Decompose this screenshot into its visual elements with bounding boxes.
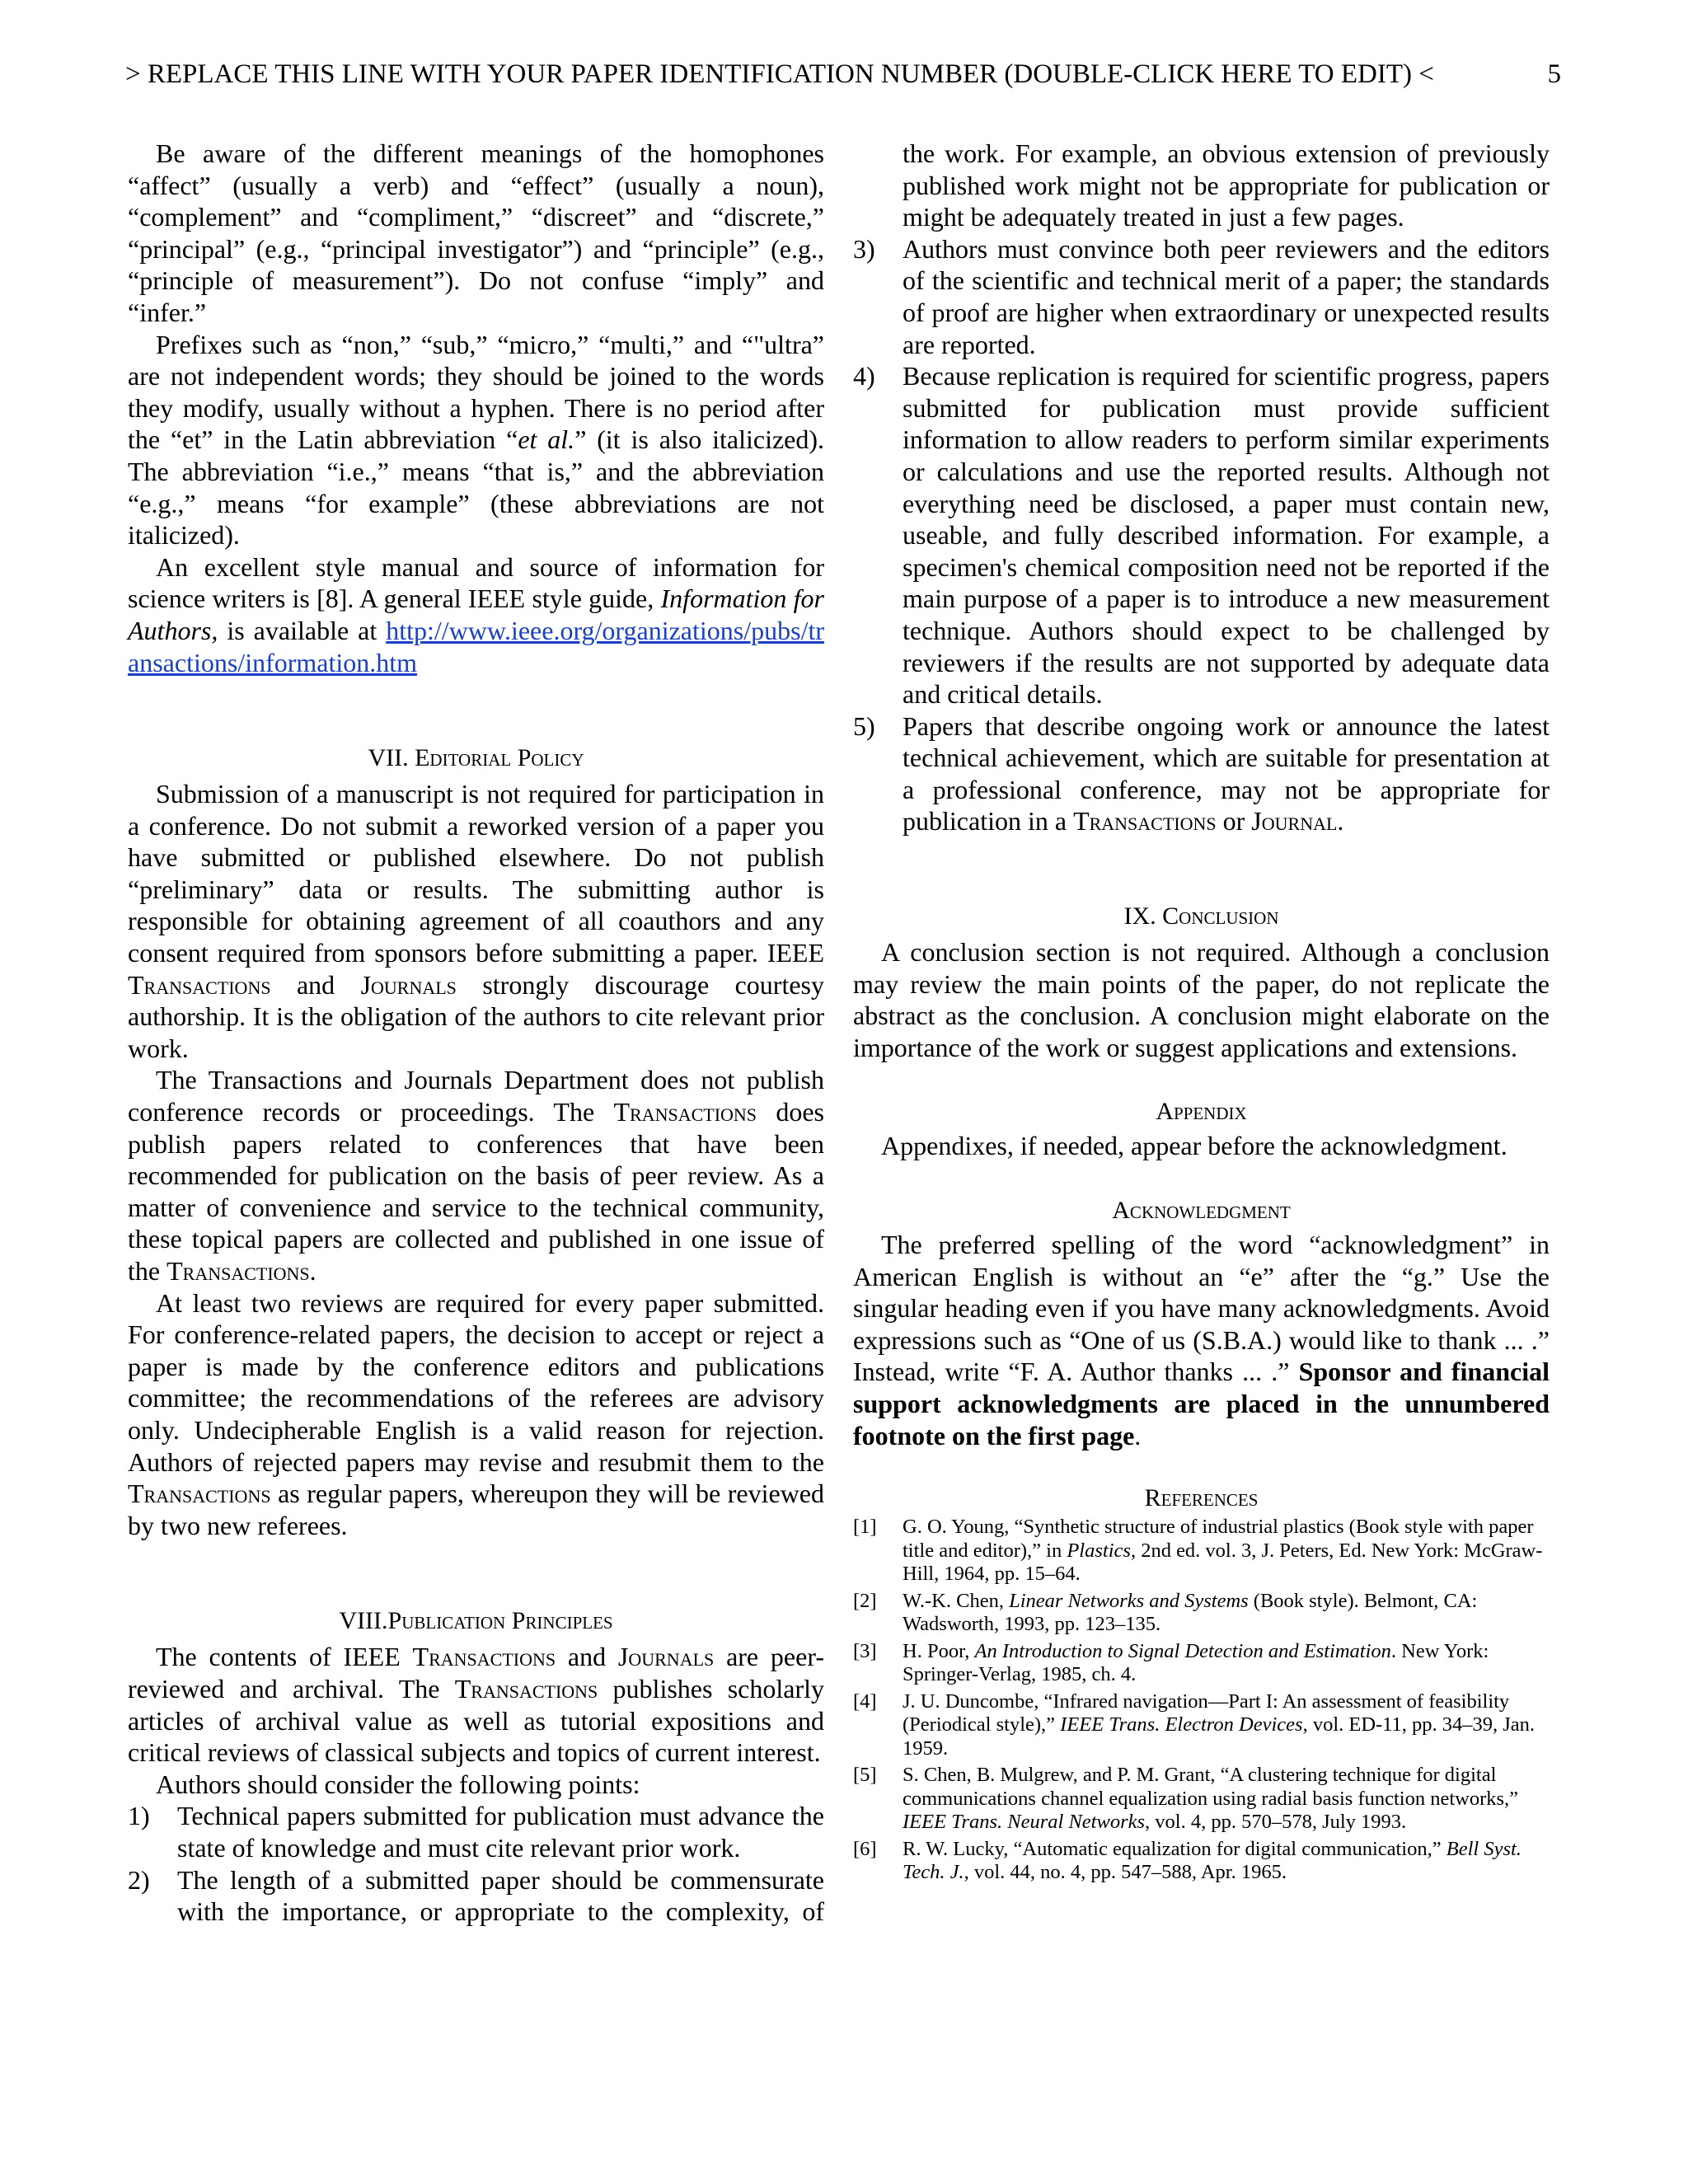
right-column (853, 138, 1550, 1888)
section-heading-references: References (1144, 1484, 1259, 1512)
points-list-continued (853, 138, 1550, 837)
points-list (128, 1800, 824, 1927)
section-heading-publication-principles: VIII.Publication Principles (339, 1607, 613, 1635)
list-item: the work. For example, an obvious extension of previously published work might not be appropriate for publication or might be adequately treated in just a few pages. (903, 138, 1550, 232)
section-heading-appendix: Appendix (1156, 1098, 1247, 1126)
section-heading-editorial-policy: VII. Editorial Policy (368, 744, 584, 772)
paragraph-department: The Transactions and Journals Department does not publish conference records or proceedings. The Transactions does publish papers related to conferences that have been recommended for publication on the basis of peer review. As a matter of convenience and service to the technical community, these topical papers are collected and published in one issue of the Transactions. (128, 1065, 825, 1286)
paragraph-reviews: At least two reviews are required for every paper submitted. For conference-related papers, the decision to accept or reject a paper is made by the conference editors and publications committee; the recommendations of the referees are advisory only. Undecipherable English is a valid reason for rejection. Authors of rejected papers may revise and resubmit them to the Transactions as regular papers, whereupon they will be reviewed by two new referees. (128, 1287, 824, 1540)
references-list (853, 1516, 1550, 1885)
reference-item: [4] J. U. Duncombe, “Infrared navigation—Part I: An assessment of feasibility (Periodical style),” IEEE Trans. Electron Devices, vol. ED-11, pp. 34–39, Jan. 1959. (853, 1690, 1536, 1760)
section-heading-acknowledgment: Acknowledgment (1112, 1197, 1291, 1225)
info-for-authors-italic: Information for Authors, (128, 583, 825, 645)
paragraph-style-manual: An excellent style manual and source of information for science writers is [8]. A general IEEE style guide, Information for Authors, is available at http://www.ieee.org/organizations/pubs/transactions/information.htm (128, 551, 825, 677)
paragraph-contents: The contents of IEEE Transactions and Journals are peer-reviewed and archival. The Transactions publishes scholarly articles of archival value as well as tutorial expositions and critical reviews of classical subjects and topics of current interest. (128, 1642, 824, 1768)
list-item: 5) Papers that describe ongoing work or announce the latest technical achievement, which are suitable for presentation at a professional conference, may not be appropriate for publication in a Transactions or Journal. (853, 710, 1550, 837)
reference-item: [3] H. Poor, An Introduction to Signal Detection and Estimation. New York: Springer-Verlag, 1985, ch. 4. (853, 1639, 1489, 1686)
page-header (125, 58, 1561, 91)
header-text: > REPLACE THIS LINE WITH YOUR PAPER IDENTIFICATION NUMBER (DOUBLE-CLICK HERE TO EDIT) < (125, 59, 1434, 89)
reference-item: [2] W.-K. Chen, Linear Networks and Systems (Book style). Belmont, CA: Wadsworth, 1993, pp. 123–135. (853, 1589, 1478, 1636)
sponsor-note-bold: Sponsor and financial support acknowledgments are placed in the unnumbered footnote on the first page (853, 1357, 1550, 1451)
paragraph-appendix: Appendixes, if needed, appear before the acknowledgment. (881, 1131, 1507, 1161)
left-column (128, 138, 824, 1928)
paragraph-homophones: Be aware of the different meanings of the homophones “affect” (usually a verb) and “effect” (usually a noun), “complement” and “compliment,” “discreet” and “discrete,” “principal” (e.g., “principal investigator”) and “principle” (e.g., “principle of measurement”). Do not confuse “imply” and “infer.” (128, 138, 824, 327)
et-al-italic: et al. (518, 424, 575, 455)
paragraph-submission: Submission of a manuscript is not required for participation in a conference. Do not submit a reworked version of a paper you have submitted or published elsewhere. Do not publish “preliminary” data or results. The submitting author is responsible for obtaining agreement of all coauthors and any consent required from sponsors before submitting a paper. IEEE Transactions and Journals strongly discourage courtesy authorship. It is the obligation of the authors to cite relevant prior work. (128, 779, 824, 1063)
paragraph-prefixes: Prefixes such as “non,” “sub,” “micro,” “multi,” and “"ultra” are not independent words; they should be joined to the words they modify, usually without a hyphen. There is no period after the “et” in the Latin abbreviation “et al.” (it is also italicized). The abbreviation “i.e.,” means “that is,” and the abbreviation “e.g.,” means “for example” (these abbreviations are not italicized). (128, 329, 825, 551)
paragraph-acknowledgment: The preferred spelling of the word “acknowledgment” in American English is without an “e” after the “g.” Use the singular heading even if you have many acknowledgments. Avoid expressions such as “One of us (S.B.A.) would like to thank ... .” Instead, write “F. A. Author thanks ... .” Sponsor and financial support acknowledgments are placed in the unnumbered footnote on the first page. (853, 1230, 1550, 1451)
list-item: 3) Authors must convince both peer reviewers and the editors of the scientific and technical merit of a paper; the standards of proof are higher when extraordinary or unexpected results are reported. (853, 233, 1550, 359)
page-number: 5 (1547, 59, 1561, 89)
reference-item: [1] G. O. Young, “Synthetic structure of industrial plastics (Book style with paper title and editor),” in Plastics, 2nd ed. vol. 3, J. Peters, Ed. New York: McGraw-Hill, 1964, pp. 15–64. (853, 1516, 1543, 1586)
section-heading-conclusion: IX. Conclusion (1123, 902, 1279, 930)
list-item: 2) The length of a submitted paper should be commensurate with the importance, or appropriate to the complexity, of (128, 1864, 824, 1927)
paragraph-conclusion: A conclusion section is not required. Although a conclusion may review the main points of the paper, do not replicate the abstract as the conclusion. A conclusion might elaborate on the importance of the work or suggest applications and extensions. (853, 937, 1550, 1062)
ieee-info-link[interactable]: http://www.ieee.org/organizations/pubs/transactions/information.htm (128, 615, 824, 677)
list-item: 4) Because replication is required for scientific progress, papers submitted for publication must provide sufficient information to allow readers to perform similar experiments or calculations and use the reported results. Although not everything need be disclosed, a paper must contain new, useable, and fully described information. For example, a specimen's chemical composition need not be reported if the main purpose of a paper is to introduce a new measurement technique. Authors should expect to be challenged by reviewers if the results are not supported by adequate data and critical details. (853, 361, 1550, 710)
reference-item: [6] R. W. Lucky, “Automatic equalization for digital communication,” Bell Syst. Tech. J., vol. 44, no. 4, pp. 547–588, Apr. 1965. (853, 1837, 1522, 1884)
reference-item: [5] S. Chen, B. Mulgrew, and P. M. Grant, “A clustering technique for digital communications channel equalization using radial basis function networks,” IEEE Trans. Neural Networks, vol. 4, pp. 570–578, July 1993. (853, 1764, 1519, 1834)
list-item: 1) Technical papers submitted for publication must advance the state of knowledge and must cite relevant prior work. (128, 1801, 824, 1863)
paragraph-points-intro: Authors should consider the following points: (156, 1769, 640, 1799)
